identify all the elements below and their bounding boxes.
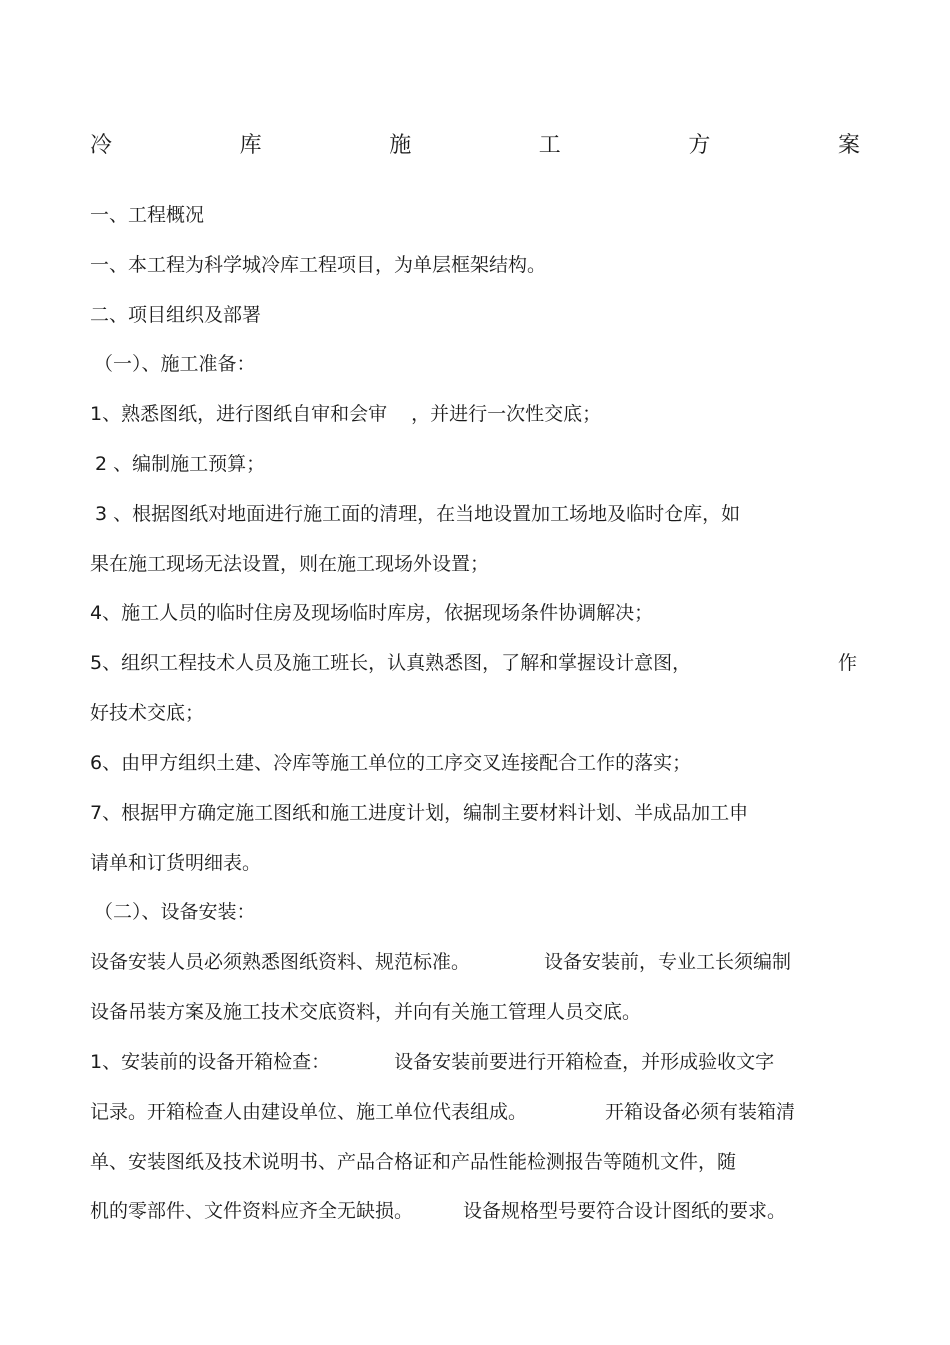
list-item bbox=[90, 399, 870, 429]
list-item-text: 设备安装前要进行开箱检查，并形成验收文字 bbox=[394, 1051, 775, 1073]
section-heading: 一、工程概况 bbox=[90, 204, 205, 226]
title-char: 冷 bbox=[90, 133, 113, 158]
list-item-text: 1、安装前的设备开箱检查： bbox=[90, 1051, 331, 1073]
section-heading: 二、项目组织及部署 bbox=[90, 304, 262, 326]
paragraph-text: 设备规格型号要符合设计图纸的要求。 bbox=[463, 1200, 787, 1222]
subsection-heading: （二）、设备安装： bbox=[94, 901, 256, 923]
title-char: 工 bbox=[538, 133, 561, 158]
title-char: 库 bbox=[239, 133, 262, 158]
paragraph-line: 单、安装图纸及技术说明书、产品合格证和产品性能检测报告等随机文件，随 bbox=[90, 1151, 737, 1173]
list-item bbox=[90, 648, 870, 678]
list-item: 6、由甲方组织土建、冷库等施工单位的工序交叉连接配合工作的落实； bbox=[90, 752, 692, 774]
paragraph-line: 果在施工现场无法设置，则在施工现场外设置； bbox=[90, 553, 490, 575]
title-char: 案 bbox=[837, 133, 860, 158]
list-item: 7、根据甲方确定施工图纸和施工进度计划，编制主要材料计划、半成品加工申 bbox=[90, 802, 749, 824]
paragraph-line: 一、本工程为科学城冷库工程项目，为单层框架结构。 bbox=[90, 254, 547, 276]
list-item: 2 、编制施工预算； bbox=[95, 453, 266, 475]
list-item bbox=[90, 1047, 870, 1077]
paragraph-line: 设备吊装方案及施工技术交底资料，并向有关施工管理人员交底。 bbox=[90, 1001, 642, 1023]
paragraph-text: 记录。开箱检查人由建设单位、施工单位代表组成。 bbox=[90, 1101, 528, 1123]
list-item: 4、施工人员的临时住房及现场临时库房，依据现场条件协调解决； bbox=[90, 602, 654, 624]
paragraph-text: 设备安装前，专业工长须编制 bbox=[544, 951, 792, 973]
paragraph-line bbox=[90, 947, 870, 977]
paragraph-text: 设备安装人员必须熟悉图纸资料、规范标准。 bbox=[90, 951, 471, 973]
paragraph-line bbox=[90, 1097, 870, 1127]
paragraph-line: 请单和订货明细表。 bbox=[90, 852, 262, 874]
paragraph-line: 好技术交底； bbox=[90, 702, 205, 724]
title-char: 施 bbox=[389, 133, 412, 158]
paragraph-line bbox=[90, 1196, 870, 1226]
list-item-text: 5、组织工程技术人员及施工班长，认真熟悉图，了解和掌握设计意图， bbox=[90, 652, 692, 674]
list-item-text: 1、熟悉图纸，进行图纸自审和会审 bbox=[90, 403, 388, 425]
list-item: 3 、根据图纸对地面进行施工面的清理，在当地设置加工场地及临时仓库，如 bbox=[95, 503, 741, 525]
document-title bbox=[90, 130, 860, 162]
list-item-text: ，并进行一次性交底； bbox=[411, 403, 602, 425]
paragraph-text: 机的零部件、文件资料应齐全无缺损。 bbox=[90, 1200, 414, 1222]
paragraph-text: 开箱设备必须有装箱清 bbox=[605, 1101, 796, 1123]
subsection-heading: （一）、施工准备： bbox=[94, 353, 256, 375]
title-char: 方 bbox=[688, 133, 711, 158]
list-item-text: 作 bbox=[838, 652, 858, 674]
